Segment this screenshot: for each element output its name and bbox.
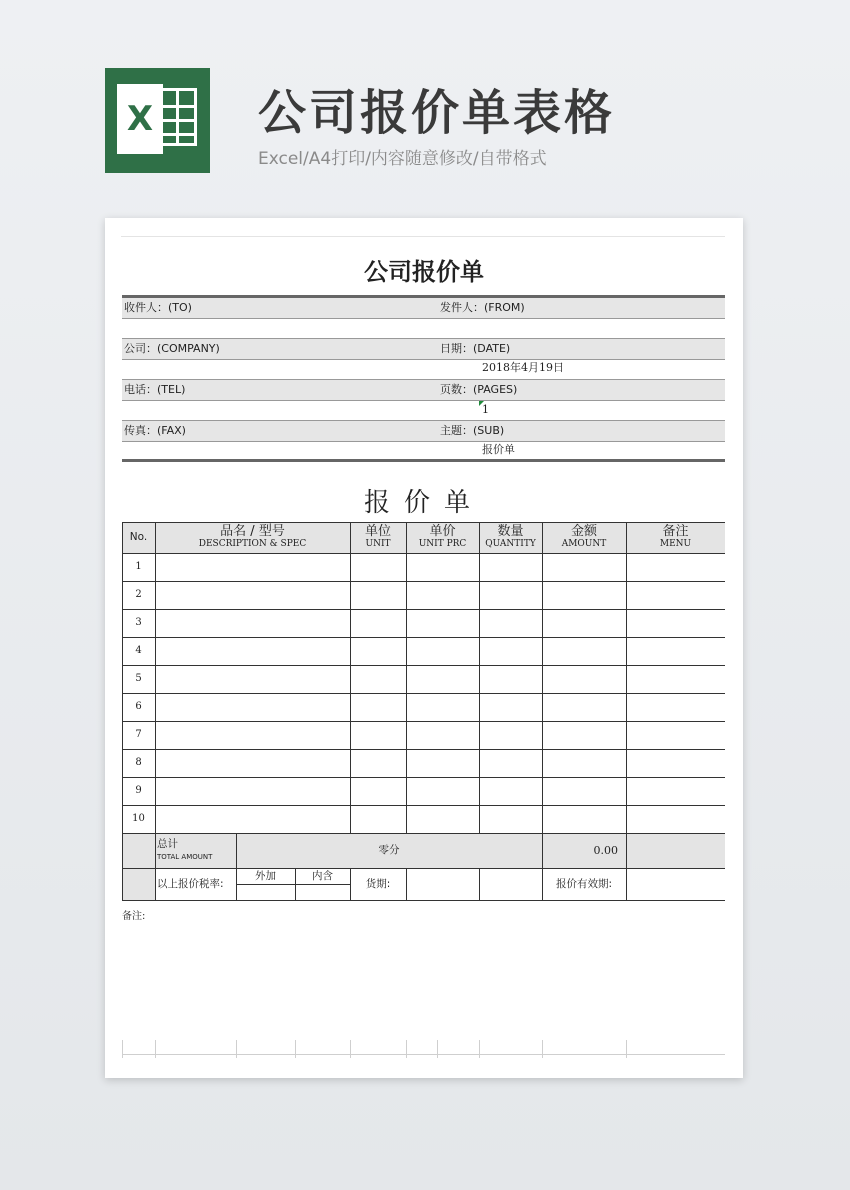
table-cell[interactable] (543, 638, 626, 665)
page-footer-guides (122, 1036, 725, 1058)
table-cell[interactable] (627, 582, 725, 609)
row-number: 6 (135, 701, 142, 712)
table-cell[interactable] (480, 778, 542, 805)
table-cell[interactable] (156, 610, 350, 637)
table-cell[interactable] (156, 694, 350, 721)
row-border (122, 609, 725, 610)
table-cell[interactable] (480, 554, 542, 581)
table-cell[interactable] (407, 722, 479, 749)
column-border (295, 868, 296, 900)
table-cell[interactable] (627, 750, 725, 777)
table-cell[interactable] (351, 638, 406, 665)
info-band-3 (122, 380, 725, 400)
column-border (479, 868, 480, 900)
table-cell[interactable] (156, 778, 350, 805)
column-border (479, 522, 480, 833)
footer-guide-tick (406, 1040, 407, 1058)
table-cell[interactable] (480, 610, 542, 637)
total-bottom-border (122, 868, 725, 869)
table-cell[interactable] (407, 750, 479, 777)
banner-title: 公司报价单表格 (258, 85, 616, 141)
header-2-en: UNIT (365, 539, 391, 549)
header-2-cn: 单位 (364, 524, 391, 539)
row-border (122, 637, 725, 638)
row-number: 8 (135, 757, 142, 768)
table-cell[interactable] (156, 582, 350, 609)
excel-logo-icon (105, 68, 210, 173)
table-cell[interactable] (543, 806, 626, 833)
footer-line (122, 1054, 725, 1055)
table-cell[interactable] (480, 666, 542, 693)
table-cell[interactable] (351, 750, 406, 777)
column-border (350, 868, 351, 900)
table-cell[interactable] (627, 610, 725, 637)
column-border (406, 868, 407, 900)
column-border (406, 522, 407, 833)
row-number: 2 (135, 589, 142, 600)
header-1-en: DESCRIPTION & SPEC (198, 539, 307, 549)
footer-guide-tick (155, 1040, 156, 1058)
fax-label: 传真：(FAX) (124, 424, 186, 437)
row-border (122, 665, 725, 666)
info-line (122, 420, 725, 421)
quotation-sheet (105, 218, 743, 1078)
tel-label: 电话：(TEL) (124, 383, 186, 396)
table-cell[interactable] (156, 554, 350, 581)
table-cell[interactable] (351, 722, 406, 749)
remarks-label: 备注: (122, 911, 146, 922)
total-label-en: TOTAL AMOUNT (157, 853, 213, 861)
row-number: 5 (135, 673, 142, 684)
table-cell[interactable] (480, 694, 542, 721)
footer-guide-tick (350, 1040, 351, 1058)
table-cell[interactable] (627, 666, 725, 693)
column-border (626, 522, 627, 833)
table-cell[interactable] (407, 554, 479, 581)
table-cell[interactable] (156, 638, 350, 665)
section-title: 报价单 (363, 488, 484, 518)
pages-value[interactable]: 1 (482, 403, 489, 416)
header-1-cn: 品名 / 型号 (220, 524, 285, 539)
table-bottom-border (122, 900, 725, 901)
table-cell[interactable] (543, 694, 626, 721)
column-border (626, 833, 627, 900)
row-border (122, 777, 725, 778)
header-3-cn: 单价 (429, 524, 456, 539)
info-line (122, 441, 725, 442)
tax-inclusive-option[interactable]: 内含 (312, 870, 333, 882)
footer-guide-tick (626, 1040, 627, 1058)
tax-exclusive-option[interactable]: 外加 (255, 870, 276, 882)
subject-label: 主题：(SUB) (440, 424, 505, 437)
table-cell[interactable] (407, 638, 479, 665)
row-border (122, 581, 725, 582)
header-6-cn: 备注 (662, 524, 689, 539)
document-title: 公司报价单 (364, 258, 484, 286)
tax-shade (122, 868, 155, 900)
table-cell[interactable] (543, 666, 626, 693)
top-divider (121, 236, 725, 237)
column-border (542, 522, 543, 833)
date-label: 日期：(DATE) (440, 342, 511, 355)
table-cell[interactable] (480, 722, 542, 749)
column-border (155, 833, 156, 900)
table-cell[interactable] (351, 806, 406, 833)
table-cell[interactable] (543, 778, 626, 805)
table-cell[interactable] (627, 722, 725, 749)
info-line (122, 379, 725, 380)
table-cell[interactable] (407, 666, 479, 693)
table-cell[interactable] (627, 806, 725, 833)
footer-guide-tick (542, 1040, 543, 1058)
tax-option-divider (236, 884, 350, 885)
company-label: 公司：(COMPANY) (124, 342, 220, 355)
table-cell[interactable] (627, 694, 725, 721)
table-cell[interactable] (156, 806, 350, 833)
banner-subtitle: Excel/A4打印/内容随意修改/自带格式 (258, 149, 547, 169)
table-cell[interactable] (480, 750, 542, 777)
info-line (122, 359, 725, 360)
column-border (542, 833, 543, 900)
total-label-cn: 总计 (157, 838, 178, 850)
row-number: 4 (135, 645, 142, 656)
row-border (122, 805, 725, 806)
table-cell[interactable] (407, 778, 479, 805)
row-number: 1 (135, 561, 142, 572)
footer-guide-tick (295, 1040, 296, 1058)
column-border (350, 522, 351, 833)
info-band-1 (122, 298, 725, 318)
table-cell[interactable] (407, 610, 479, 637)
table-cell[interactable] (407, 806, 479, 833)
excel-letter-icon: X (117, 84, 163, 154)
delivery-label: 货期: (365, 878, 391, 890)
from-label: 发件人：(FROM) (440, 301, 525, 314)
table-cell[interactable] (407, 694, 479, 721)
header-4-cn: 数量 (497, 524, 524, 539)
table-cell[interactable] (480, 582, 542, 609)
pages-label: 页数：(PAGES) (440, 383, 518, 396)
table-cell[interactable] (407, 582, 479, 609)
row-number: 7 (135, 729, 142, 740)
to-label: 收件人：(TO) (124, 301, 192, 314)
info-bottom-rule (122, 459, 725, 462)
header-5-en: AMOUNT (561, 539, 607, 549)
header-3-en: UNIT PRC (418, 539, 467, 549)
info-line (122, 318, 725, 319)
row-border (122, 749, 725, 750)
table-cell[interactable] (627, 638, 725, 665)
footer-guide-tick (479, 1040, 480, 1058)
table-cell[interactable] (543, 722, 626, 749)
table-cell[interactable] (156, 666, 350, 693)
date-value[interactable]: 2018年4月19日 (482, 361, 564, 374)
footer-guide-tick (122, 1040, 123, 1058)
table-top-border (122, 522, 725, 523)
footer-guide-tick (236, 1040, 237, 1058)
table-cell[interactable] (627, 554, 725, 581)
header-5-cn: 金额 (570, 524, 597, 539)
row-border (122, 693, 725, 694)
table-left-border (122, 522, 123, 900)
contact-info-block (122, 295, 725, 463)
quotation-table (122, 522, 725, 905)
header-no: No. (129, 531, 148, 543)
validity-label: 报价有效期: (555, 878, 613, 890)
table-cell[interactable] (480, 806, 542, 833)
total-in-words[interactable]: 零分 (378, 844, 400, 856)
table-cell[interactable] (543, 610, 626, 637)
table-cell[interactable] (156, 722, 350, 749)
table-cell[interactable] (480, 638, 542, 665)
info-band-4 (122, 421, 725, 441)
table-cell[interactable] (543, 554, 626, 581)
table-cell[interactable] (351, 778, 406, 805)
table-cell[interactable] (351, 694, 406, 721)
subject-value[interactable]: 报价单 (482, 443, 515, 456)
table-cell[interactable] (351, 554, 406, 581)
row-number: 10 (132, 813, 145, 824)
table-cell[interactable] (543, 582, 626, 609)
footer-guide-tick (437, 1040, 438, 1058)
table-cell[interactable] (351, 582, 406, 609)
table-cell[interactable] (351, 610, 406, 637)
table-cell[interactable] (351, 666, 406, 693)
total-amount[interactable]: 0.00 (593, 844, 618, 857)
table-cell[interactable] (156, 750, 350, 777)
row-border (122, 721, 725, 722)
column-border (236, 833, 237, 900)
table-cell[interactable] (543, 750, 626, 777)
spreadsheet-grid-icon (157, 88, 197, 146)
header-4-en: QUANTITY (485, 539, 536, 549)
header-bottom-border (122, 553, 725, 554)
tax-rate-label: 以上报价税率: (157, 878, 224, 890)
row-border (122, 833, 725, 834)
row-number: 9 (135, 785, 142, 796)
table-cell[interactable] (627, 778, 725, 805)
column-border (155, 522, 156, 833)
header-6-en: MENU (659, 539, 692, 549)
info-line (122, 400, 725, 401)
row-number: 3 (135, 617, 142, 628)
